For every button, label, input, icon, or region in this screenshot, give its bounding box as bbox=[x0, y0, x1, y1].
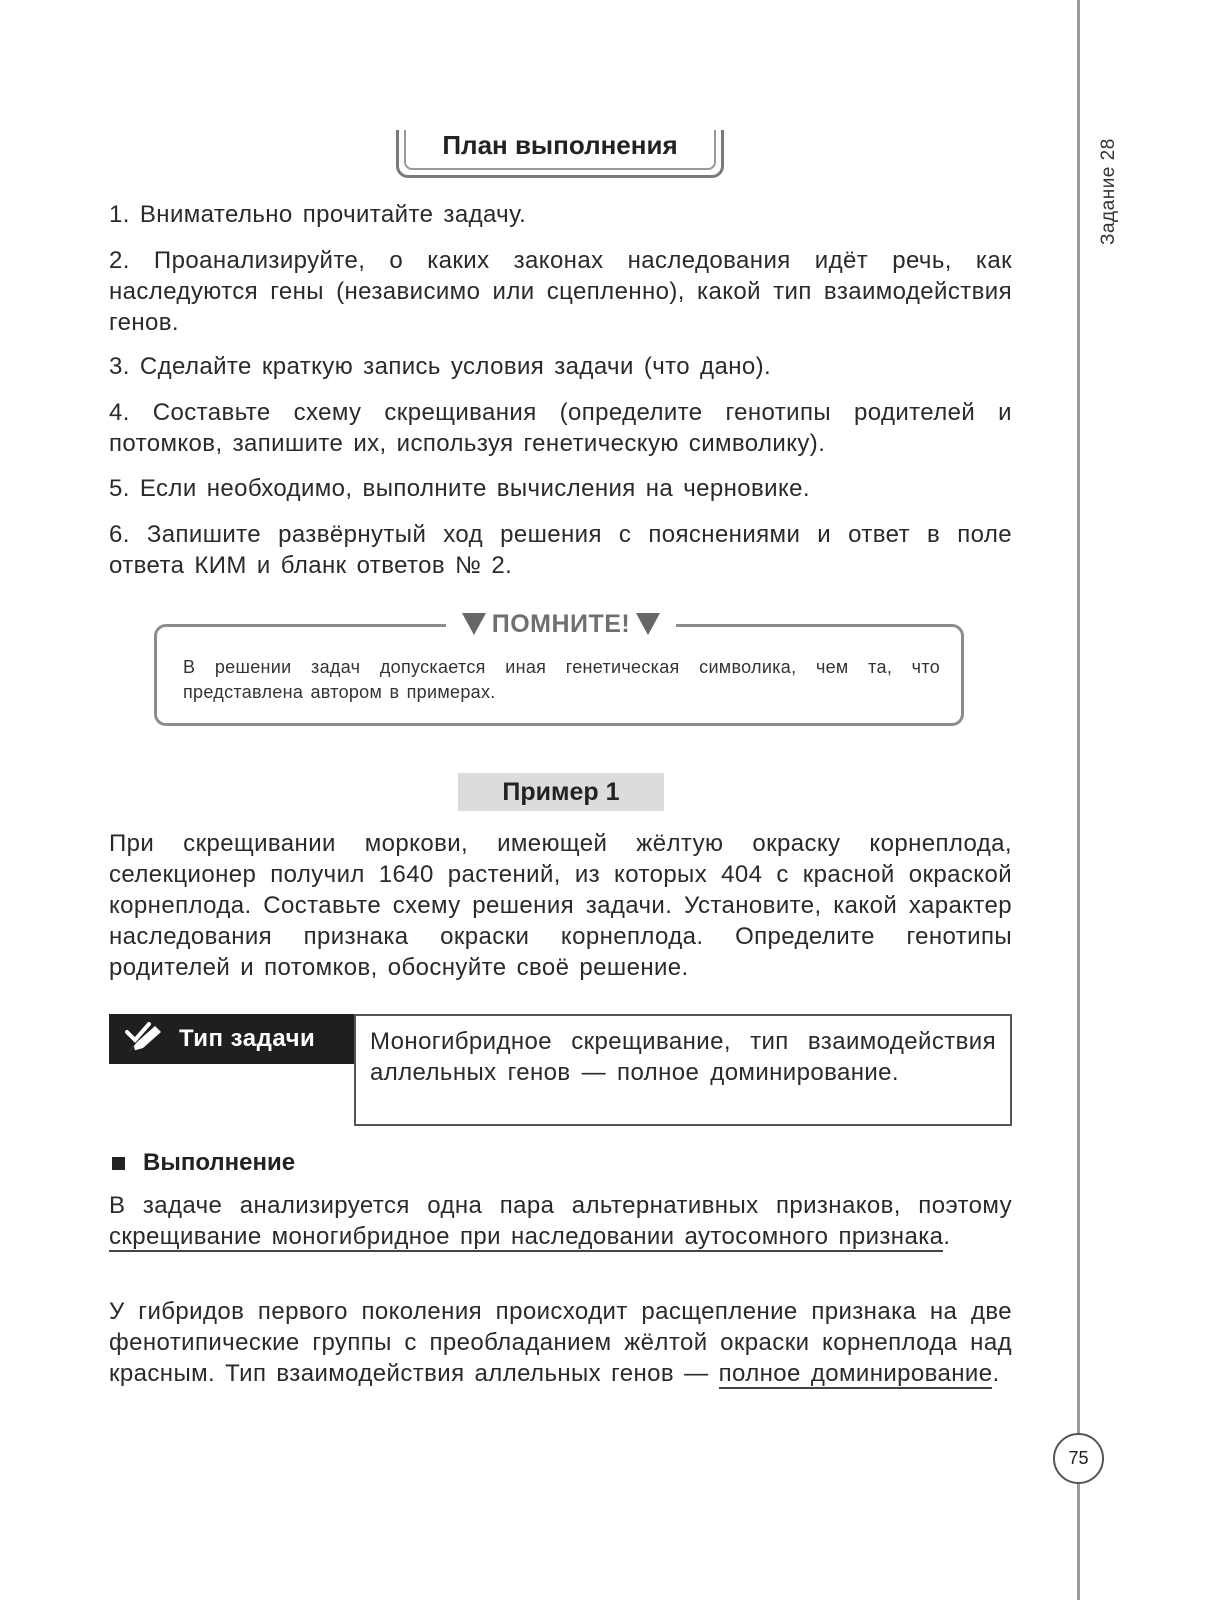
solution-heading-text: Выполнение bbox=[143, 1149, 296, 1176]
plan-title-text: План выполнения bbox=[442, 130, 678, 160]
solution-p2-before: У гибридов первого поколения происходит расщепление признака на две фенотипические группы с преобладанием жёлтой окраски корнеплода над красным. Тип взаимодействия аллельных генов — bbox=[109, 1298, 1012, 1387]
margin-rule bbox=[1077, 0, 1080, 1600]
plan-step-3: 3. Сделайте краткую запись условия задачи (что дано). bbox=[109, 353, 772, 380]
plan-step-6: 6. Запишите развёрнутый ход решения с пояснениями и ответ в поле ответа КИМ и бланк ответов № 2. bbox=[109, 521, 1012, 579]
solution-p1-before: В задаче анализируется одна пара альтернативных признаков, поэтому bbox=[109, 1192, 1012, 1219]
solution-p2-after: . bbox=[992, 1360, 1000, 1387]
pencil-check-icon bbox=[125, 1022, 165, 1056]
solution-p1-underlined: скрещивание моногибридное при наследовании аутосомного признака bbox=[109, 1223, 944, 1250]
remember-label: ПОМНИТЕ! bbox=[491, 609, 631, 638]
plan-title bbox=[396, 130, 724, 178]
square-bullet-icon bbox=[112, 1157, 125, 1170]
example-label: Пример 1 bbox=[458, 773, 664, 811]
side-task-label: Задание 28 bbox=[1098, 138, 1119, 245]
plan-step-2: 2. Проанализируйте, о каких законах наследования идёт речь, как наследуются гены (независимо или сцепленно), какой тип взаимодействия генов. bbox=[109, 247, 1012, 336]
example-text: При скрещивании моркови, имеющей жёлтую окраску корнеплода, селекционер получил 1640 растений, из которых 404 с красной окраской корнеплода. Составьте схему решения задачи. Установите, какой характер наследования признака окраски корнеплода. Определите генотипы родителей и потомков, обоснуйте своё решение. bbox=[109, 830, 1012, 981]
solution-heading bbox=[112, 1149, 295, 1177]
page-number: 75 bbox=[1053, 1433, 1104, 1484]
triangle-down-icon bbox=[636, 613, 660, 635]
triangle-down-icon bbox=[462, 613, 486, 635]
solution-p1-after: . bbox=[943, 1223, 951, 1250]
task-type-label bbox=[109, 1014, 354, 1064]
remember-header bbox=[446, 606, 676, 642]
task-type-label-text: Тип задачи bbox=[179, 1025, 316, 1052]
remember-text: В решении задач допускается иная генетическая символика, чем та, что представлена автором в примерах. bbox=[183, 657, 940, 702]
solution-paragraph-1 bbox=[109, 1190, 1012, 1252]
plan-step-4: 4. Составьте схему скрещивания (определите генотипы родителей и потомков, запишите их, используя генетическую символику). bbox=[109, 399, 1012, 457]
plan-step-1: 1. Внимательно прочитайте задачу. bbox=[109, 201, 527, 228]
plan-step-5: 5. Если необходимо, выполните вычисления на черновике. bbox=[109, 475, 810, 502]
solution-p2-underlined: полное доминирование bbox=[718, 1360, 993, 1387]
task-type-box: Моногибридное скрещивание, тип взаимодействия аллельных генов — полное доминирование. bbox=[354, 1014, 1012, 1126]
solution-paragraph-2 bbox=[109, 1296, 1012, 1389]
